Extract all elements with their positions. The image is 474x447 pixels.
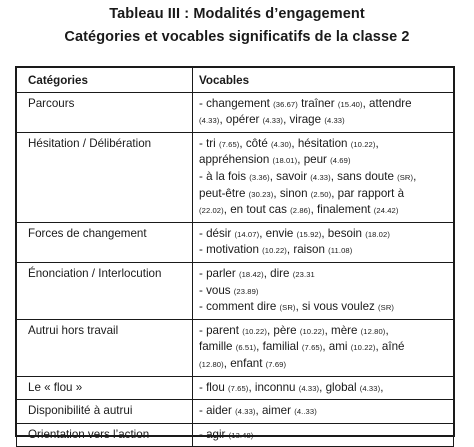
- score-value: (36.67): [273, 99, 298, 109]
- vocable-text: - agir: [199, 427, 229, 441]
- vocable-text: - parent: [199, 323, 243, 337]
- vocables-line: [199, 283, 447, 300]
- category-cell: Énonciation / Interlocution: [17, 262, 193, 319]
- category-cell: Parcours: [17, 92, 193, 132]
- score-value: (4.30): [270, 139, 292, 149]
- vocable-text: , opérer: [219, 113, 263, 127]
- vocable-text: , besoin: [321, 226, 366, 240]
- score-value: (7.65): [301, 343, 323, 353]
- vocable-text: - comment dire: [199, 300, 280, 314]
- vocable-text: - tri: [199, 136, 219, 150]
- table-row: [17, 400, 454, 424]
- score-value: (10.22): [262, 246, 287, 256]
- vocable-text: , inconnu: [248, 380, 299, 394]
- vocable-text: - désir: [199, 226, 235, 240]
- vocable-text: ,: [375, 136, 379, 150]
- table-title: Tableau III : Modalités d’engagement: [109, 6, 365, 22]
- category-cell: Le « flou »: [17, 376, 193, 400]
- vocable-text: - changement: [199, 96, 274, 110]
- vocable-text: , envie: [259, 226, 297, 240]
- vocable-text: , enfant: [223, 356, 266, 370]
- vocables-line: [199, 380, 447, 397]
- vocables-line: [199, 186, 447, 203]
- table-row: [17, 132, 454, 222]
- vocables-cell: [193, 92, 454, 132]
- score-value: (SR): [397, 172, 414, 182]
- vocables-cell: [193, 376, 454, 400]
- vocable-text: , côté: [239, 136, 271, 150]
- vocable-text: , aimer: [255, 404, 295, 418]
- vocable-text: , global: [319, 380, 360, 394]
- vocable-text: , finalement: [310, 203, 374, 217]
- score-value: (2.86): [290, 206, 311, 216]
- vocable-text: , hésitation: [291, 136, 351, 150]
- score-value: (11.08): [328, 246, 353, 256]
- vocables-line: [199, 266, 447, 283]
- vocables-line: [199, 356, 447, 373]
- score-value: (6.51): [235, 343, 257, 353]
- vocables-line: [199, 323, 447, 340]
- score-value: (4.33): [310, 172, 331, 182]
- vocable-text: - motivation: [199, 243, 263, 257]
- table-row: [17, 423, 454, 447]
- table-row: [17, 222, 454, 262]
- vocables-cell: [193, 132, 454, 222]
- score-value: (12.80): [360, 326, 386, 336]
- score-value: (4.69): [330, 156, 351, 166]
- vocables-line: [199, 136, 447, 153]
- score-value: (4.33): [298, 383, 320, 393]
- score-value: (4..33): [294, 407, 317, 417]
- score-value: (13.48): [228, 430, 254, 440]
- header-vocables: Vocables: [193, 68, 454, 93]
- vocable-text: , ami: [322, 340, 351, 354]
- score-value: (30.23): [248, 189, 274, 199]
- score-value: (SR): [378, 303, 395, 313]
- vocables-line: [199, 339, 447, 356]
- vocables-line: [199, 169, 447, 186]
- vocable-text: , par rapport à: [331, 186, 405, 200]
- vocables-cell: [193, 222, 454, 262]
- table-header-row: [17, 68, 454, 93]
- vocables-line: [199, 96, 447, 113]
- vocable-text: - vous: [199, 283, 234, 297]
- vocable-text: peut-être: [199, 186, 249, 200]
- vocable-text: , familial: [256, 340, 302, 354]
- vocables-cell: [193, 400, 454, 424]
- vocable-text: , savoir: [269, 169, 311, 183]
- vocable-text: , aîné: [375, 340, 405, 354]
- vocable-text: , sinon: [273, 186, 311, 200]
- table-row: [17, 92, 454, 132]
- vocable-text: , peur: [297, 153, 331, 167]
- vocable-text: ,: [413, 169, 417, 183]
- vocable-text: , dire: [263, 266, 293, 280]
- vocables-cell: [193, 423, 454, 447]
- vocables-line: [199, 152, 447, 169]
- vocable-text: , attendre: [362, 96, 412, 110]
- vocable-text: - à la fois: [199, 169, 250, 183]
- score-value: (18.01): [272, 156, 298, 166]
- vocables-line: [199, 202, 447, 219]
- score-value: (SR): [279, 303, 296, 313]
- score-value: (24.42): [373, 206, 399, 216]
- vocable-text: - flou: [199, 380, 228, 394]
- score-value: (4.33): [359, 383, 381, 393]
- vocables-table: [16, 67, 454, 447]
- score-value: (23.89): [233, 286, 259, 296]
- category-cell: Hésitation / Délibération: [17, 132, 193, 222]
- table-row: [17, 376, 454, 400]
- vocable-text: , sans doute: [330, 169, 398, 183]
- score-value: (7.65): [228, 383, 249, 393]
- score-value: (4.33): [262, 116, 284, 126]
- score-value: (10.22): [242, 326, 267, 336]
- vocable-text: - parler: [199, 266, 239, 280]
- vocable-text: - aider: [199, 404, 236, 418]
- category-cell: Autrui hors travail: [17, 319, 193, 376]
- score-value: (15.92): [296, 229, 322, 239]
- vocable-text: famille: [199, 340, 236, 354]
- header-categories: Catégories: [17, 68, 193, 93]
- score-value: (10.22): [350, 139, 376, 149]
- score-value: (3.36): [249, 172, 270, 182]
- vocables-line: [199, 403, 447, 420]
- category-cell: Disponibilité à autrui: [17, 400, 193, 424]
- vocables-line: [199, 112, 447, 129]
- vocable-text: , si vous voulez: [295, 300, 379, 314]
- score-value: (4.33): [199, 116, 220, 126]
- table-subtitle: Catégories et vocables significatifs de la classe 2: [64, 29, 410, 45]
- score-value: (12.80): [199, 359, 224, 369]
- score-value: (14.07): [234, 229, 260, 239]
- vocables-line: [199, 226, 447, 243]
- score-value: (2.50): [310, 189, 332, 199]
- vocable-text: , en tout cas: [223, 203, 291, 217]
- score-value: (4.33): [324, 116, 345, 126]
- vocable-text: , virage: [283, 113, 325, 127]
- vocable-text: , raison: [286, 243, 329, 257]
- vocable-text: , mère: [324, 323, 361, 337]
- table-row: [17, 262, 454, 319]
- vocables-cell: [193, 262, 454, 319]
- score-value: (10.22): [350, 343, 376, 353]
- vocable-text: traîner: [297, 96, 338, 110]
- score-value: (10.22): [299, 326, 325, 336]
- vocable-text: ,: [385, 323, 389, 337]
- vocable-text: ,: [380, 380, 384, 394]
- score-value: (18.02): [365, 229, 390, 239]
- vocable-text: , père: [266, 323, 300, 337]
- vocable-text: appréhension: [199, 153, 273, 167]
- category-cell: Orientation vers l’action: [17, 423, 193, 447]
- score-value: (22.02): [199, 206, 224, 216]
- table-row: [17, 319, 454, 376]
- score-value: (7.65): [218, 139, 240, 149]
- score-value: (7.69): [265, 359, 287, 369]
- vocables-line: [199, 427, 447, 444]
- score-value: (23.31: [292, 269, 315, 279]
- score-value: (4.33): [235, 407, 256, 417]
- vocables-line: [199, 242, 447, 259]
- score-value: (15.40): [337, 99, 363, 109]
- vocables-line: [199, 299, 447, 316]
- vocables-cell: [193, 319, 454, 376]
- score-value: (18.42): [238, 269, 264, 279]
- category-cell: Forces de changement: [17, 222, 193, 262]
